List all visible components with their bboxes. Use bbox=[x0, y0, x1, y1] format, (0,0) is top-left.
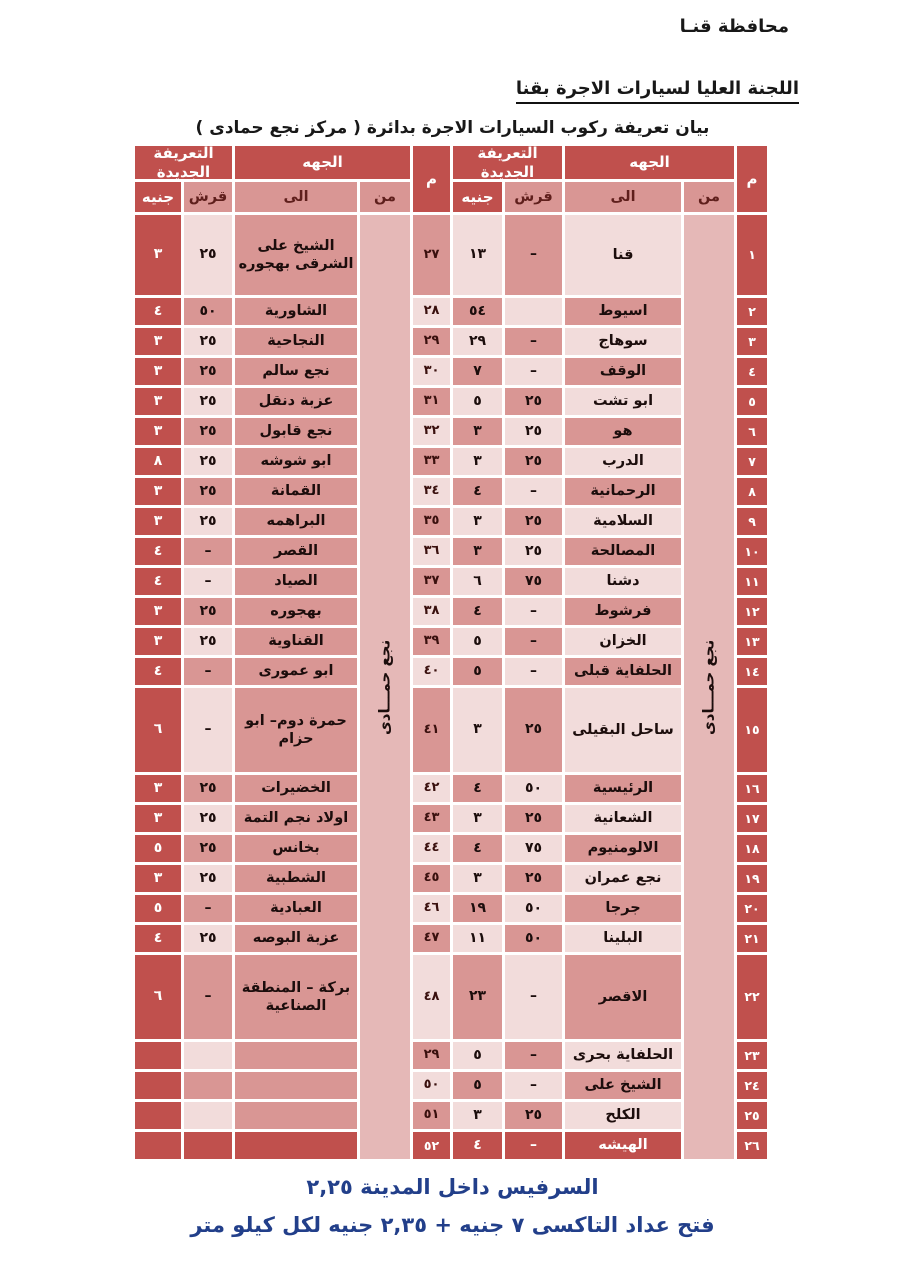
geneh-cell-right: ٣ bbox=[453, 508, 502, 535]
geneh-cell-right: ٢٩ bbox=[453, 328, 502, 355]
dest-cell-left bbox=[235, 1102, 357, 1129]
geneh-cell-left: ٣ bbox=[135, 805, 181, 832]
from-vertical-label: نجع حمـــادى bbox=[375, 639, 394, 735]
qirsh-cell-left: ٢٥ bbox=[184, 925, 232, 952]
row-num-right: ٢٠ bbox=[737, 895, 767, 922]
dest-cell-left: عزبة دنقل bbox=[235, 388, 357, 415]
row-num-left: ٣١ bbox=[413, 388, 450, 415]
qirsh-cell-left: – bbox=[184, 955, 232, 1039]
dest-cell-right: الكلح bbox=[565, 1102, 681, 1129]
geneh-cell-left: ٣ bbox=[135, 215, 181, 295]
geneh-cell-right: ٤ bbox=[453, 478, 502, 505]
dest-cell-right: جرجا bbox=[565, 895, 681, 922]
geneh-cell-right: ١٩ bbox=[453, 895, 502, 922]
geneh-cell-left: ٣ bbox=[135, 628, 181, 655]
qirsh-cell-right: ٢٥ bbox=[505, 1102, 562, 1129]
dest-cell-left: القناوية bbox=[235, 628, 357, 655]
header-num-right: م bbox=[737, 146, 767, 212]
geneh-cell-left: ٨ bbox=[135, 448, 181, 475]
header-to-right: الى bbox=[565, 182, 681, 212]
qirsh-cell-right: – bbox=[505, 328, 562, 355]
footer-notes bbox=[0, 1175, 905, 1237]
dest-cell-right: الرحمانية bbox=[565, 478, 681, 505]
header-geneh-right: جنيه bbox=[453, 182, 502, 212]
geneh-cell-right: ٣ bbox=[453, 448, 502, 475]
row-num-right: ١٢ bbox=[737, 598, 767, 625]
from-merged-cell-right bbox=[684, 215, 734, 1159]
dest-cell-left: الشاورية bbox=[235, 298, 357, 325]
qirsh-cell-right: ٢٥ bbox=[505, 448, 562, 475]
dest-cell-left: بهجوره bbox=[235, 598, 357, 625]
dest-cell-right: الدرب bbox=[565, 448, 681, 475]
row-num-left: ٢٧ bbox=[413, 215, 450, 295]
row-num-right: ١٠ bbox=[737, 538, 767, 565]
dest-cell-left bbox=[235, 1132, 357, 1159]
qirsh-cell-left: ٢٥ bbox=[184, 805, 232, 832]
row-num-right: ٢٦ bbox=[737, 1132, 767, 1159]
row-num-left: ٤٧ bbox=[413, 925, 450, 952]
dest-cell-left: بخانس bbox=[235, 835, 357, 862]
row-num-left: ٣٥ bbox=[413, 508, 450, 535]
geneh-cell-left: ٣ bbox=[135, 388, 181, 415]
geneh-cell-right: ٣ bbox=[453, 865, 502, 892]
row-num-left: ٣٨ bbox=[413, 598, 450, 625]
dest-cell-left: الخضيرات bbox=[235, 775, 357, 802]
dest-cell-right: ساحل البقيلى bbox=[565, 688, 681, 772]
dest-cell-right: السلامية bbox=[565, 508, 681, 535]
row-num-right: ٩ bbox=[737, 508, 767, 535]
dest-cell-right: الالومنيوم bbox=[565, 835, 681, 862]
geneh-cell-right: ١٣ bbox=[453, 215, 502, 295]
dest-cell-left: ابو شوشه bbox=[235, 448, 357, 475]
row-num-left: ٤٠ bbox=[413, 658, 450, 685]
dest-cell-right: الشيخ على bbox=[565, 1072, 681, 1099]
dest-cell-right: هو bbox=[565, 418, 681, 445]
geneh-cell-left: ٤ bbox=[135, 925, 181, 952]
geneh-cell-left: ٦ bbox=[135, 688, 181, 772]
dest-cell-right: دشنا bbox=[565, 568, 681, 595]
dest-cell-left: الشيخ على الشرقى بهجوره bbox=[235, 215, 357, 295]
row-num-right: ١ bbox=[737, 215, 767, 295]
geneh-cell-right: ٥٤ bbox=[453, 298, 502, 325]
row-num-left: ٢٩ bbox=[413, 328, 450, 355]
dest-cell-left: الشطبية bbox=[235, 865, 357, 892]
geneh-cell-left: ٤ bbox=[135, 658, 181, 685]
row-num-left: ٤٢ bbox=[413, 775, 450, 802]
dest-cell-left: النجاحية bbox=[235, 328, 357, 355]
geneh-cell-right: ٤ bbox=[453, 1132, 502, 1159]
geneh-cell-right: ١١ bbox=[453, 925, 502, 952]
dest-cell-right: قنا bbox=[565, 215, 681, 295]
geneh-cell-right: ٥ bbox=[453, 1072, 502, 1099]
dest-cell-left: القصر bbox=[235, 538, 357, 565]
dest-cell-right: الوقف bbox=[565, 358, 681, 385]
qirsh-cell-left: ٢٥ bbox=[184, 388, 232, 415]
dest-cell-right: الخزان bbox=[565, 628, 681, 655]
qirsh-cell-right: ٢٥ bbox=[505, 865, 562, 892]
dest-cell-left: نجع سالم bbox=[235, 358, 357, 385]
geneh-cell-left: ٤ bbox=[135, 538, 181, 565]
row-num-right: ٦ bbox=[737, 418, 767, 445]
row-num-right: ١٣ bbox=[737, 628, 767, 655]
geneh-cell-left: ٤ bbox=[135, 298, 181, 325]
qirsh-cell-right: – bbox=[505, 358, 562, 385]
row-num-right: ٢٢ bbox=[737, 955, 767, 1039]
qirsh-cell-right: – bbox=[505, 1042, 562, 1069]
qirsh-cell-left: ٢٥ bbox=[184, 418, 232, 445]
qirsh-cell-right: ٢٥ bbox=[505, 508, 562, 535]
geneh-cell-right: ٥ bbox=[453, 658, 502, 685]
geneh-cell-left: ٥ bbox=[135, 835, 181, 862]
row-num-left: ٢٨ bbox=[413, 298, 450, 325]
geneh-cell-right: ٣ bbox=[453, 688, 502, 772]
row-num-right: ٤ bbox=[737, 358, 767, 385]
row-num-right: ٢٤ bbox=[737, 1072, 767, 1099]
row-num-left: ٤٨ bbox=[413, 955, 450, 1039]
row-num-left: ٥٢ bbox=[413, 1132, 450, 1159]
row-num-left: ٥١ bbox=[413, 1102, 450, 1129]
dest-cell-left: الصياد bbox=[235, 568, 357, 595]
qirsh-cell-left bbox=[184, 1132, 232, 1159]
qirsh-cell-left: – bbox=[184, 658, 232, 685]
qirsh-cell-right bbox=[505, 298, 562, 325]
row-num-left: ٣٢ bbox=[413, 418, 450, 445]
row-num-left: ٣٦ bbox=[413, 538, 450, 565]
qirsh-cell-left: ٥٠ bbox=[184, 298, 232, 325]
committee-title: اللجنة العليا لسيارات الاجرة بقنا bbox=[516, 78, 799, 104]
qirsh-cell-right: ٢٥ bbox=[505, 805, 562, 832]
dest-cell-right: سوهاج bbox=[565, 328, 681, 355]
from-vertical-label: نجع حمـــادى bbox=[699, 639, 718, 735]
geneh-cell-left: ٣ bbox=[135, 418, 181, 445]
geneh-cell-right: ٤ bbox=[453, 835, 502, 862]
dest-cell-right: فرشوط bbox=[565, 598, 681, 625]
geneh-cell-right: ٣ bbox=[453, 538, 502, 565]
row-num-left: ٣٧ bbox=[413, 568, 450, 595]
dest-cell-left: البراهمه bbox=[235, 508, 357, 535]
geneh-cell-right: ٣ bbox=[453, 418, 502, 445]
dest-cell-left: ابو عمورى bbox=[235, 658, 357, 685]
dest-cell-left: بركة – المنطقة الصناعية bbox=[235, 955, 357, 1039]
fare-table bbox=[135, 143, 767, 1159]
qirsh-cell-right: ٧٥ bbox=[505, 835, 562, 862]
geneh-cell-right: ٢٣ bbox=[453, 955, 502, 1039]
qirsh-cell-right: – bbox=[505, 1072, 562, 1099]
dest-cell-right: الهيشه bbox=[565, 1132, 681, 1159]
header-qirsh-right: قرش bbox=[505, 182, 562, 212]
dest-cell-right: البلينا bbox=[565, 925, 681, 952]
dest-cell-right: الحلفاية قبلى bbox=[565, 658, 681, 685]
dest-cell-left: اولاد نجم التمة bbox=[235, 805, 357, 832]
dest-cell-right: ابو تشت bbox=[565, 388, 681, 415]
qirsh-cell-left: ٢٥ bbox=[184, 835, 232, 862]
geneh-cell-right: ٣ bbox=[453, 1102, 502, 1129]
qirsh-cell-left: – bbox=[184, 568, 232, 595]
dest-cell-left: نجع قابول bbox=[235, 418, 357, 445]
row-num-right: ١٥ bbox=[737, 688, 767, 772]
qirsh-cell-right: ٥٠ bbox=[505, 775, 562, 802]
row-num-left: ٤٣ bbox=[413, 805, 450, 832]
row-num-left: ٤٥ bbox=[413, 865, 450, 892]
qirsh-cell-left bbox=[184, 1042, 232, 1069]
geneh-cell-right: ٤ bbox=[453, 598, 502, 625]
row-num-left: ٣٤ bbox=[413, 478, 450, 505]
geneh-cell-right: ٧ bbox=[453, 358, 502, 385]
dest-cell-left bbox=[235, 1072, 357, 1099]
row-num-left: ٣٣ bbox=[413, 448, 450, 475]
qirsh-cell-right: – bbox=[505, 478, 562, 505]
row-num-right: ١٧ bbox=[737, 805, 767, 832]
governorate-title: محافظة قنـا bbox=[679, 16, 789, 37]
qirsh-cell-left: ٢٥ bbox=[184, 628, 232, 655]
qirsh-cell-left bbox=[184, 1102, 232, 1129]
geneh-cell-left: ٤ bbox=[135, 568, 181, 595]
geneh-cell-left: ٦ bbox=[135, 955, 181, 1039]
qirsh-cell-right: ٥٠ bbox=[505, 895, 562, 922]
qirsh-cell-left: ٢٥ bbox=[184, 478, 232, 505]
qirsh-cell-left bbox=[184, 1072, 232, 1099]
geneh-cell-left: ٣ bbox=[135, 775, 181, 802]
geneh-cell-right: ٥ bbox=[453, 388, 502, 415]
dest-cell-right: الرئيسية bbox=[565, 775, 681, 802]
header-from-left: من bbox=[360, 182, 410, 212]
qirsh-cell-right: ٧٥ bbox=[505, 568, 562, 595]
row-num-left: ٥٠ bbox=[413, 1072, 450, 1099]
row-num-left: ٣٠ bbox=[413, 358, 450, 385]
dest-cell-right: نجع عمران bbox=[565, 865, 681, 892]
geneh-cell-left bbox=[135, 1072, 181, 1099]
header-from-right: من bbox=[684, 182, 734, 212]
qirsh-cell-right: – bbox=[505, 215, 562, 295]
table-caption: بيان تعريفة ركوب السيارات الاجرة بدائرة ( مركز نجع حمادى ) bbox=[195, 118, 710, 138]
geneh-cell-left: ٣ bbox=[135, 598, 181, 625]
service-fare-note: السرفيس داخل المدينة ٢,٢٥ bbox=[306, 1175, 599, 1199]
header-tariff-left: التعريفة الجديدة bbox=[135, 146, 232, 179]
qirsh-cell-left: – bbox=[184, 538, 232, 565]
dest-cell-right: الحلفاية بحرى bbox=[565, 1042, 681, 1069]
geneh-cell-left: ٣ bbox=[135, 358, 181, 385]
row-num-right: ١١ bbox=[737, 568, 767, 595]
qirsh-cell-right: – bbox=[505, 658, 562, 685]
qirsh-cell-right: – bbox=[505, 955, 562, 1039]
header-side-right: الجهه bbox=[565, 146, 734, 179]
row-num-right: ٧ bbox=[737, 448, 767, 475]
dest-cell-right: الاقصر bbox=[565, 955, 681, 1039]
geneh-cell-left bbox=[135, 1132, 181, 1159]
header-num-left: م bbox=[413, 146, 450, 212]
header-to-left: الى bbox=[235, 182, 357, 212]
dest-cell-left: القمانة bbox=[235, 478, 357, 505]
row-num-left: ٤٦ bbox=[413, 895, 450, 922]
qirsh-cell-left: ٢٥ bbox=[184, 328, 232, 355]
header-side-left: الجهه bbox=[235, 146, 410, 179]
row-num-right: ١٩ bbox=[737, 865, 767, 892]
dest-cell-right: المصالحة bbox=[565, 538, 681, 565]
qirsh-cell-left: – bbox=[184, 895, 232, 922]
dest-cell-right: اسيوط bbox=[565, 298, 681, 325]
row-num-left: ٤١ bbox=[413, 688, 450, 772]
row-num-right: ١٨ bbox=[737, 835, 767, 862]
qirsh-cell-right: – bbox=[505, 598, 562, 625]
qirsh-cell-left: ٢٥ bbox=[184, 775, 232, 802]
taxi-meter-note: فتح عداد التاكسى ٧ جنيه + ٢,٣٥ جنيه لكل كيلو متر bbox=[190, 1213, 715, 1237]
qirsh-cell-right: ٢٥ bbox=[505, 388, 562, 415]
geneh-cell-left bbox=[135, 1102, 181, 1129]
qirsh-cell-right: – bbox=[505, 1132, 562, 1159]
row-num-left: ٣٩ bbox=[413, 628, 450, 655]
header-tariff-right: التعريفة الجديدة bbox=[453, 146, 562, 179]
row-num-right: ٢٣ bbox=[737, 1042, 767, 1069]
qirsh-cell-left: ٢٥ bbox=[184, 865, 232, 892]
row-num-right: ٨ bbox=[737, 478, 767, 505]
row-num-left: ٤٤ bbox=[413, 835, 450, 862]
header-geneh-left: جنيه bbox=[135, 182, 181, 212]
geneh-cell-left bbox=[135, 1042, 181, 1069]
qirsh-cell-right: ٢٥ bbox=[505, 538, 562, 565]
row-num-right: ١٤ bbox=[737, 658, 767, 685]
dest-cell-left: حمرة دوم– ابو حزام bbox=[235, 688, 357, 772]
qirsh-cell-right: ٢٥ bbox=[505, 418, 562, 445]
qirsh-cell-right: ٥٠ bbox=[505, 925, 562, 952]
qirsh-cell-right: – bbox=[505, 628, 562, 655]
geneh-cell-right: ٤ bbox=[453, 775, 502, 802]
geneh-cell-right: ٥ bbox=[453, 1042, 502, 1069]
row-num-right: ٢٥ bbox=[737, 1102, 767, 1129]
geneh-cell-right: ٦ bbox=[453, 568, 502, 595]
qirsh-cell-left: ٢٥ bbox=[184, 598, 232, 625]
qirsh-cell-left: ٢٥ bbox=[184, 508, 232, 535]
row-num-right: ٢ bbox=[737, 298, 767, 325]
geneh-cell-left: ٣ bbox=[135, 865, 181, 892]
from-merged-cell-left bbox=[360, 215, 410, 1159]
qirsh-cell-left: ٢٥ bbox=[184, 448, 232, 475]
dest-cell-left bbox=[235, 1042, 357, 1069]
row-num-right: ١٦ bbox=[737, 775, 767, 802]
qirsh-cell-left: – bbox=[184, 688, 232, 772]
dest-cell-left: العبادية bbox=[235, 895, 357, 922]
dest-cell-left: عزبة البوصه bbox=[235, 925, 357, 952]
qirsh-cell-left: ٢٥ bbox=[184, 215, 232, 295]
row-num-right: ٢١ bbox=[737, 925, 767, 952]
geneh-cell-left: ٣ bbox=[135, 508, 181, 535]
qirsh-cell-left: ٢٥ bbox=[184, 358, 232, 385]
geneh-cell-left: ٥ bbox=[135, 895, 181, 922]
geneh-cell-right: ٣ bbox=[453, 805, 502, 832]
geneh-cell-right: ٥ bbox=[453, 628, 502, 655]
qirsh-cell-right: ٢٥ bbox=[505, 688, 562, 772]
geneh-cell-left: ٣ bbox=[135, 328, 181, 355]
row-num-left: ٢٩ bbox=[413, 1042, 450, 1069]
geneh-cell-left: ٣ bbox=[135, 478, 181, 505]
dest-cell-right: الشعانية bbox=[565, 805, 681, 832]
row-num-right: ٣ bbox=[737, 328, 767, 355]
row-num-right: ٥ bbox=[737, 388, 767, 415]
title-block bbox=[0, 0, 905, 104]
header-qirsh-left: قرش bbox=[184, 182, 232, 212]
